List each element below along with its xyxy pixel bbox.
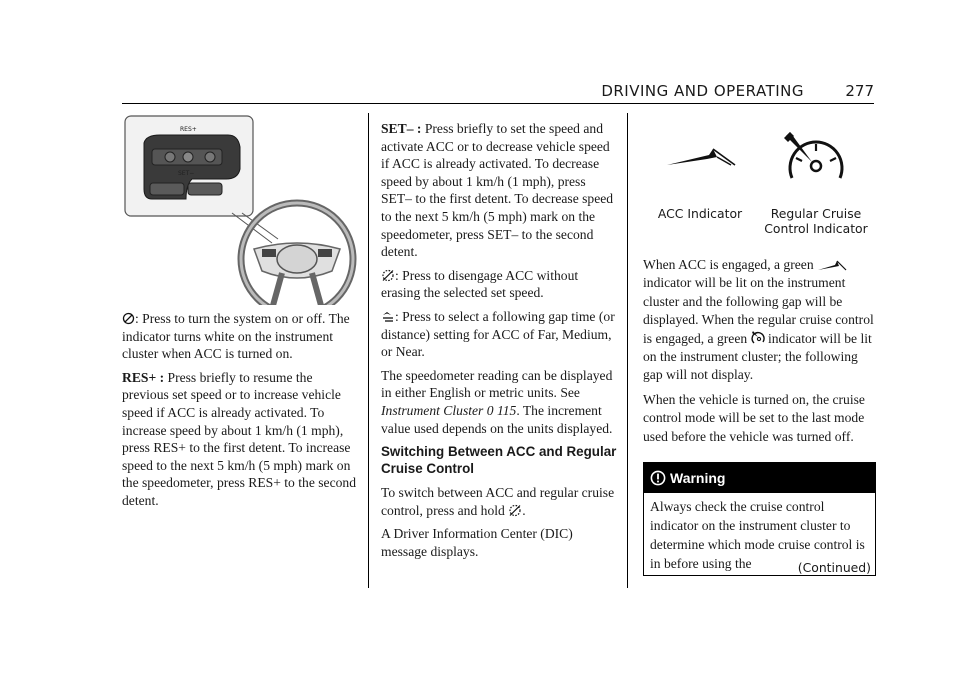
acc-onoff-paragraph <box>122 310 360 363</box>
switch-text-end: . <box>522 502 526 518</box>
set-minus-label: SET− <box>178 170 195 177</box>
regular-cruise-caption-line1: Regular Cruise <box>770 206 862 221</box>
engaged-text-c: indicator will be lit on the instrument cluster; the following gap will not display. <box>643 330 872 383</box>
warning-box <box>643 462 876 576</box>
warning-body: Always check the cruise control indicator on the instrument cluster to determine which mode cruise control is in before using the <box>650 499 865 571</box>
cruise-onoff-icon <box>122 311 135 325</box>
set-minus-paragraph <box>381 120 617 261</box>
acc-indicator-caption: ACC Indicator <box>657 206 743 221</box>
res-plus-paragraph <box>122 369 360 510</box>
left-column <box>122 310 360 516</box>
page-number: 277 <box>845 82 874 100</box>
set-minus-text: Press briefly to set the speed and activate ACC or to decrease vehicle speed if ACC is already activated. To decrease speed by about 1 km/h (1 mph), press SET– to the first detent. To decrease speed to the next 5 km/h (5 mph) mark on the speedometer, press SET– to the second detent. <box>381 121 614 260</box>
steering-wheel-controls-illustration <box>122 113 360 305</box>
speedometer-text-pre: The speedometer reading can be displayed in either English or metric units. See <box>381 367 613 401</box>
regular-cruise-indicator-icon <box>782 130 850 190</box>
res-plus-label: RES+ <box>180 126 197 133</box>
speedometer-text-post: . The increment value used depends on the units displayed. <box>381 402 613 436</box>
instrument-cluster-page-ref[interactable]: 0 115 <box>486 402 517 418</box>
column-divider-left <box>368 113 369 588</box>
warning-header <box>644 463 875 493</box>
regular-cruise-caption <box>758 206 874 236</box>
column-divider-right <box>627 113 628 588</box>
continued-label: (Continued) <box>794 560 871 575</box>
regular-cruise-caption-line2: Control Indicator <box>764 221 868 236</box>
res-plus-text: Press briefly to resume the previous set speed or to increase vehicle speed if ACC is already activated. To increase speed by about 1 km/h (1 mph), press RES+ to the first detent. To increase speed to the next 5 km/h (5 mph) mark on the speedometer, press RES+ to the second detent. <box>122 369 357 508</box>
set-minus-label-text: SET– : <box>381 121 422 136</box>
following-gap-icon <box>381 309 395 323</box>
acc-onoff-text: : Press to turn the system on or off. The indicator turns white on the instrument cluster when ACC is turned on. <box>122 311 350 362</box>
speedometer-paragraph <box>381 367 617 437</box>
res-plus-label-text: RES+ : <box>122 369 165 385</box>
cruise-cancel-icon-inline <box>508 503 522 517</box>
section-title: DRIVING AND OPERATING <box>601 82 804 100</box>
switch-paragraph <box>381 484 617 519</box>
engaged-text-b: indicator will be lit on the instrument cluster and the following gap will be displayed. When the regular cruise control is engaged, a green <box>643 275 874 346</box>
gap-paragraph <box>381 308 617 361</box>
gap-text: : Press to select a following gap time (or distance) setting for ACC of Far, Medium, or Near. <box>381 308 615 360</box>
acc-indicator-icon <box>665 145 737 167</box>
acc-indicator-inline-icon <box>817 259 847 271</box>
regular-cruise-inline-icon <box>751 330 765 345</box>
dic-text: A Driver Information Center (DIC) message displays. <box>381 526 573 559</box>
cruise-cancel-icon <box>381 268 395 282</box>
switching-heading: Switching Between ACC and Regular Cruise Control <box>381 444 617 477</box>
dic-paragraph <box>381 525 617 560</box>
last-mode-paragraph <box>643 391 874 446</box>
switch-text: To switch between ACC and regular cruise control, press and hold <box>381 485 615 518</box>
engaged-paragraph <box>643 256 874 385</box>
engaged-text-a: When ACC is engaged, a green <box>643 257 814 272</box>
cancel-paragraph <box>381 267 617 302</box>
right-column <box>643 256 874 452</box>
page-header <box>122 82 874 104</box>
cancel-text: : Press to disengage ACC without erasing the selected set speed. <box>381 267 579 301</box>
middle-column <box>381 120 617 566</box>
warning-icon <box>650 470 666 486</box>
last-mode-text: When the vehicle is turned on, the cruise control mode will be set to the last mode used before the vehicle was turned off. <box>643 391 865 444</box>
header-rule <box>122 103 874 104</box>
warning-title: Warning <box>670 470 726 486</box>
instrument-cluster-link[interactable]: Instrument Cluster <box>381 402 484 418</box>
